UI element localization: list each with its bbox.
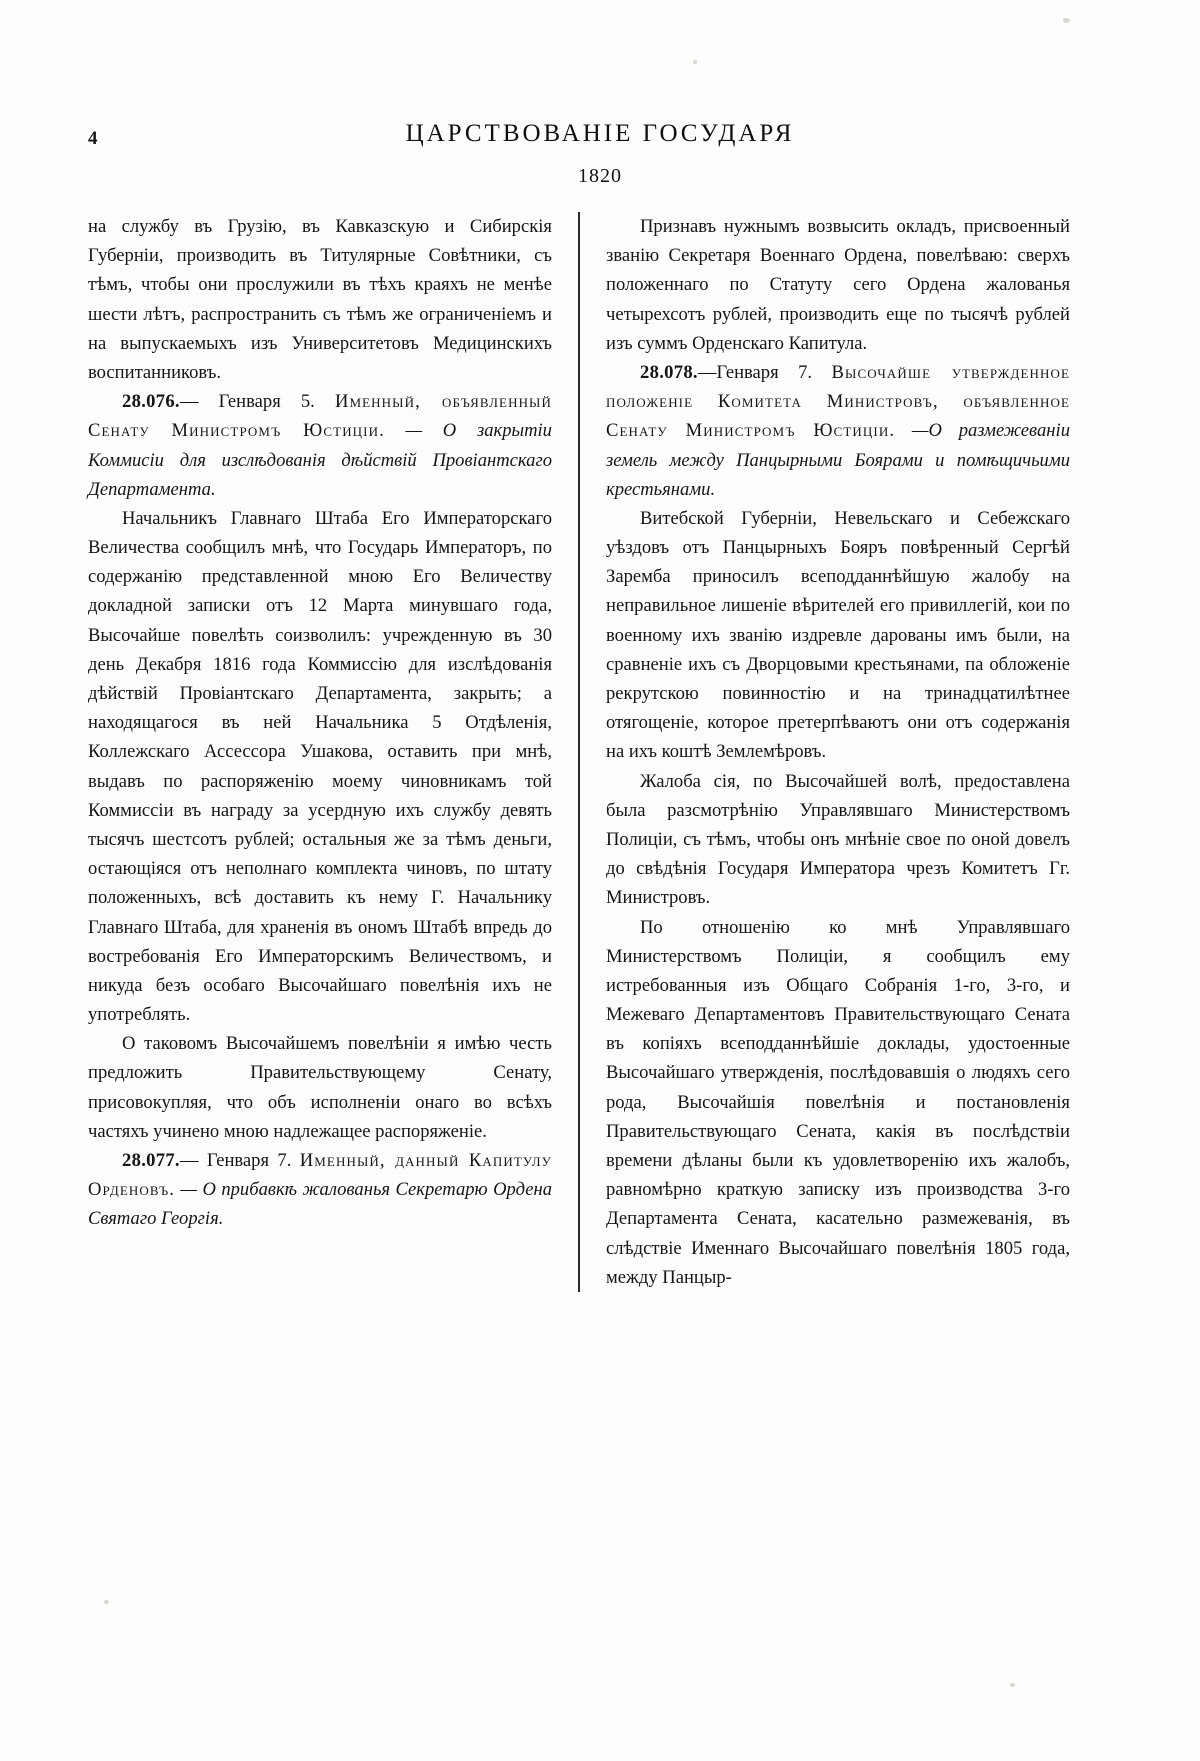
act-28076-body-2: О таковомъ Высочайшемъ повелѣніи я имѣю честь предложить Правительствующему Сенату, присовокупляя, что объ исполненіи онаго во всѣхъ частяхъ учинено мною надлежащее распоряженіе. [88, 1033, 552, 1142]
act-heading-caps: Высочайше утвержденное положеніе Комитета Министровъ, объявленное Сенату Министромъ Юстиціи. [606, 361, 1070, 442]
act-28076-heading [88, 387, 552, 504]
page-number: 4 [88, 128, 98, 149]
running-head: ЦАРСТВОВАНIЕ ГОСУДАРЯ [405, 120, 795, 147]
act-28077-body: Признавъ нужнымъ возвысить окладъ, присвоенный званію Секретаря Военнаго Ордена, повелѣваю: сверхъ положеннаго по Статуту сего Ордена жалованья четырехсотъ рублей, производить еще по тысячѣ рублей изъ суммъ Орденскаго Капитула. [606, 216, 1070, 354]
act-28078-body-1: Витебской Губерніи, Невельскаго и Себежскаго уѣздовъ отъ Панцырныхъ Бояръ повѣренный Сергѣй Заремба приносилъ всеподданнѣйшую жалобу на неправильное лишеніе вѣрителей его привиллегій, кои по военному ихъ званію издревле дарованы имъ были, на сравненіе ихъ съ Дворцовыми крестьянами, па обложеніе рекрутскою повинностію и на тринадцатилѣтнее отягощеніе, которое претерпѣваютъ они отъ содержанія на ихъ коштѣ Землемѣровъ. [606, 507, 1070, 763]
left-column [88, 212, 580, 1292]
act-heading-italic: — О закрытіи Коммисіи для изслѣдованія дѣйствій Провіантскаго Департамента. [88, 420, 552, 500]
act-28078-body-3: По отношенію ко мнѣ Управлявшаго Министерствомъ Полиціи, я сообщилъ ему истребованныя изъ Общаго Собранія 1-го, 3-го, и Межеваго Департаментовъ Правительствующаго Сената въ копіяхъ всеподданнѣйшіе доклады, удостоенные Высочайшаго утвержденія, послѣдовавшія о людяхъ сего рода, Высочайшія повелѣнія и постановленія Правительствующаго Сената, какія въ послѣдствіи времени дѣланы были къ удовлетворенію ихъ жалобъ, равномѣрно краткую записку изъ производства 3-го Департамента Сената, касательно размежеванія, въ слѣдствіе Именнаго Высочайшаго повелѣнія 1805 года, между Панцыр- [606, 916, 1070, 1288]
act-date: — Генваря 7. [179, 1150, 292, 1171]
act-heading-italic: — О прибавкѣ жалованья Секретарю Ордена Святаго Георгія. [88, 1179, 552, 1230]
act-heading-caps: Именный, объявленный Сенату Министромъ Юстиціи. [88, 391, 552, 442]
act-number: 28.077. [122, 1150, 180, 1171]
page-speckle [693, 60, 697, 64]
act-28077-heading [88, 1146, 552, 1234]
act-heading-italic: —О размежеваніи земель между Панцырными Боярами и помѣщичьими крестьянами. [606, 420, 1070, 500]
act-28078-heading [606, 358, 1070, 504]
act-28076-body-1: Начальникъ Главнаго Штаба Его Императорскаго Величества сообщилъ мнѣ, что Государь Императоръ, по содержанію представленной мною Его Величеству докладной записки отъ 12 Марта минувшаго года, Высочайше повелѣть соизволилъ: учрежденную въ 30 день Декабря 1816 года Коммиссію для изслѣдованія дѣйствій Провіантскаго Департамента, закрыть; а находящагося въ ней Начальника 5 Отдѣленія, Коллежскаго Ассессора Ушакова, оставить при мнѣ, выдавъ по распоряженію моему чиновникамъ той Коммиссіи въ награду за усердную ихъ службу девять тысячъ шестсотъ рублей; остальныя же за тѣмъ деньги, остающіяся отъ неполнаго комплекта чиновъ, по штату положенныхъ, всѣ доставить къ нему Г. Начальнику Главнаго Штаба, для храненія въ ономъ Штабѣ впредь до востребованія Его Императорскимъ Величествомъ, и никуда безъ особаго Высочайшаго повелѣнія ихъ не употреблять. [88, 507, 552, 1026]
page-speckle [1063, 18, 1070, 23]
page-speckle [1010, 1683, 1015, 1687]
act-28078-body-2: Жалоба сія, по Высочайшей волѣ, предоставлена была разсмотрѣнію Управлявшаго Министерствомъ Полиціи, съ тѣмъ, чтобы онъ мнѣніе свое по оной довелъ до свѣдѣнія Государя Императора чрезъ Комитетъ Гг. Министровъ. [606, 770, 1070, 909]
act-heading-caps: Именный, данный Капитулу Орденовъ. [88, 1150, 552, 1201]
act-number: 28.078. [640, 361, 698, 383]
page-year: 1820 [578, 165, 622, 187]
act-date: — Генваря 5. [179, 391, 315, 413]
page-speckle [104, 1600, 109, 1604]
act-number: 28.076. [122, 391, 180, 413]
act-date: —Генваря 7. [697, 361, 813, 383]
paragraph-continued: на службу въ Грузію, въ Кавказскую и Сибирскія Губерніи, производить въ Титулярные Совѣтники, съ тѣмъ, чтобы они прослужили въ тѣхъ краяхъ не менѣе шести лѣтъ, распространить съ тѣмъ же ограниченіемъ и на выпускаемыхъ изъ Университетовъ Медицинскихъ воспитанниковъ. [88, 216, 552, 383]
right-column [580, 212, 1070, 1292]
text-columns [88, 212, 1112, 1292]
